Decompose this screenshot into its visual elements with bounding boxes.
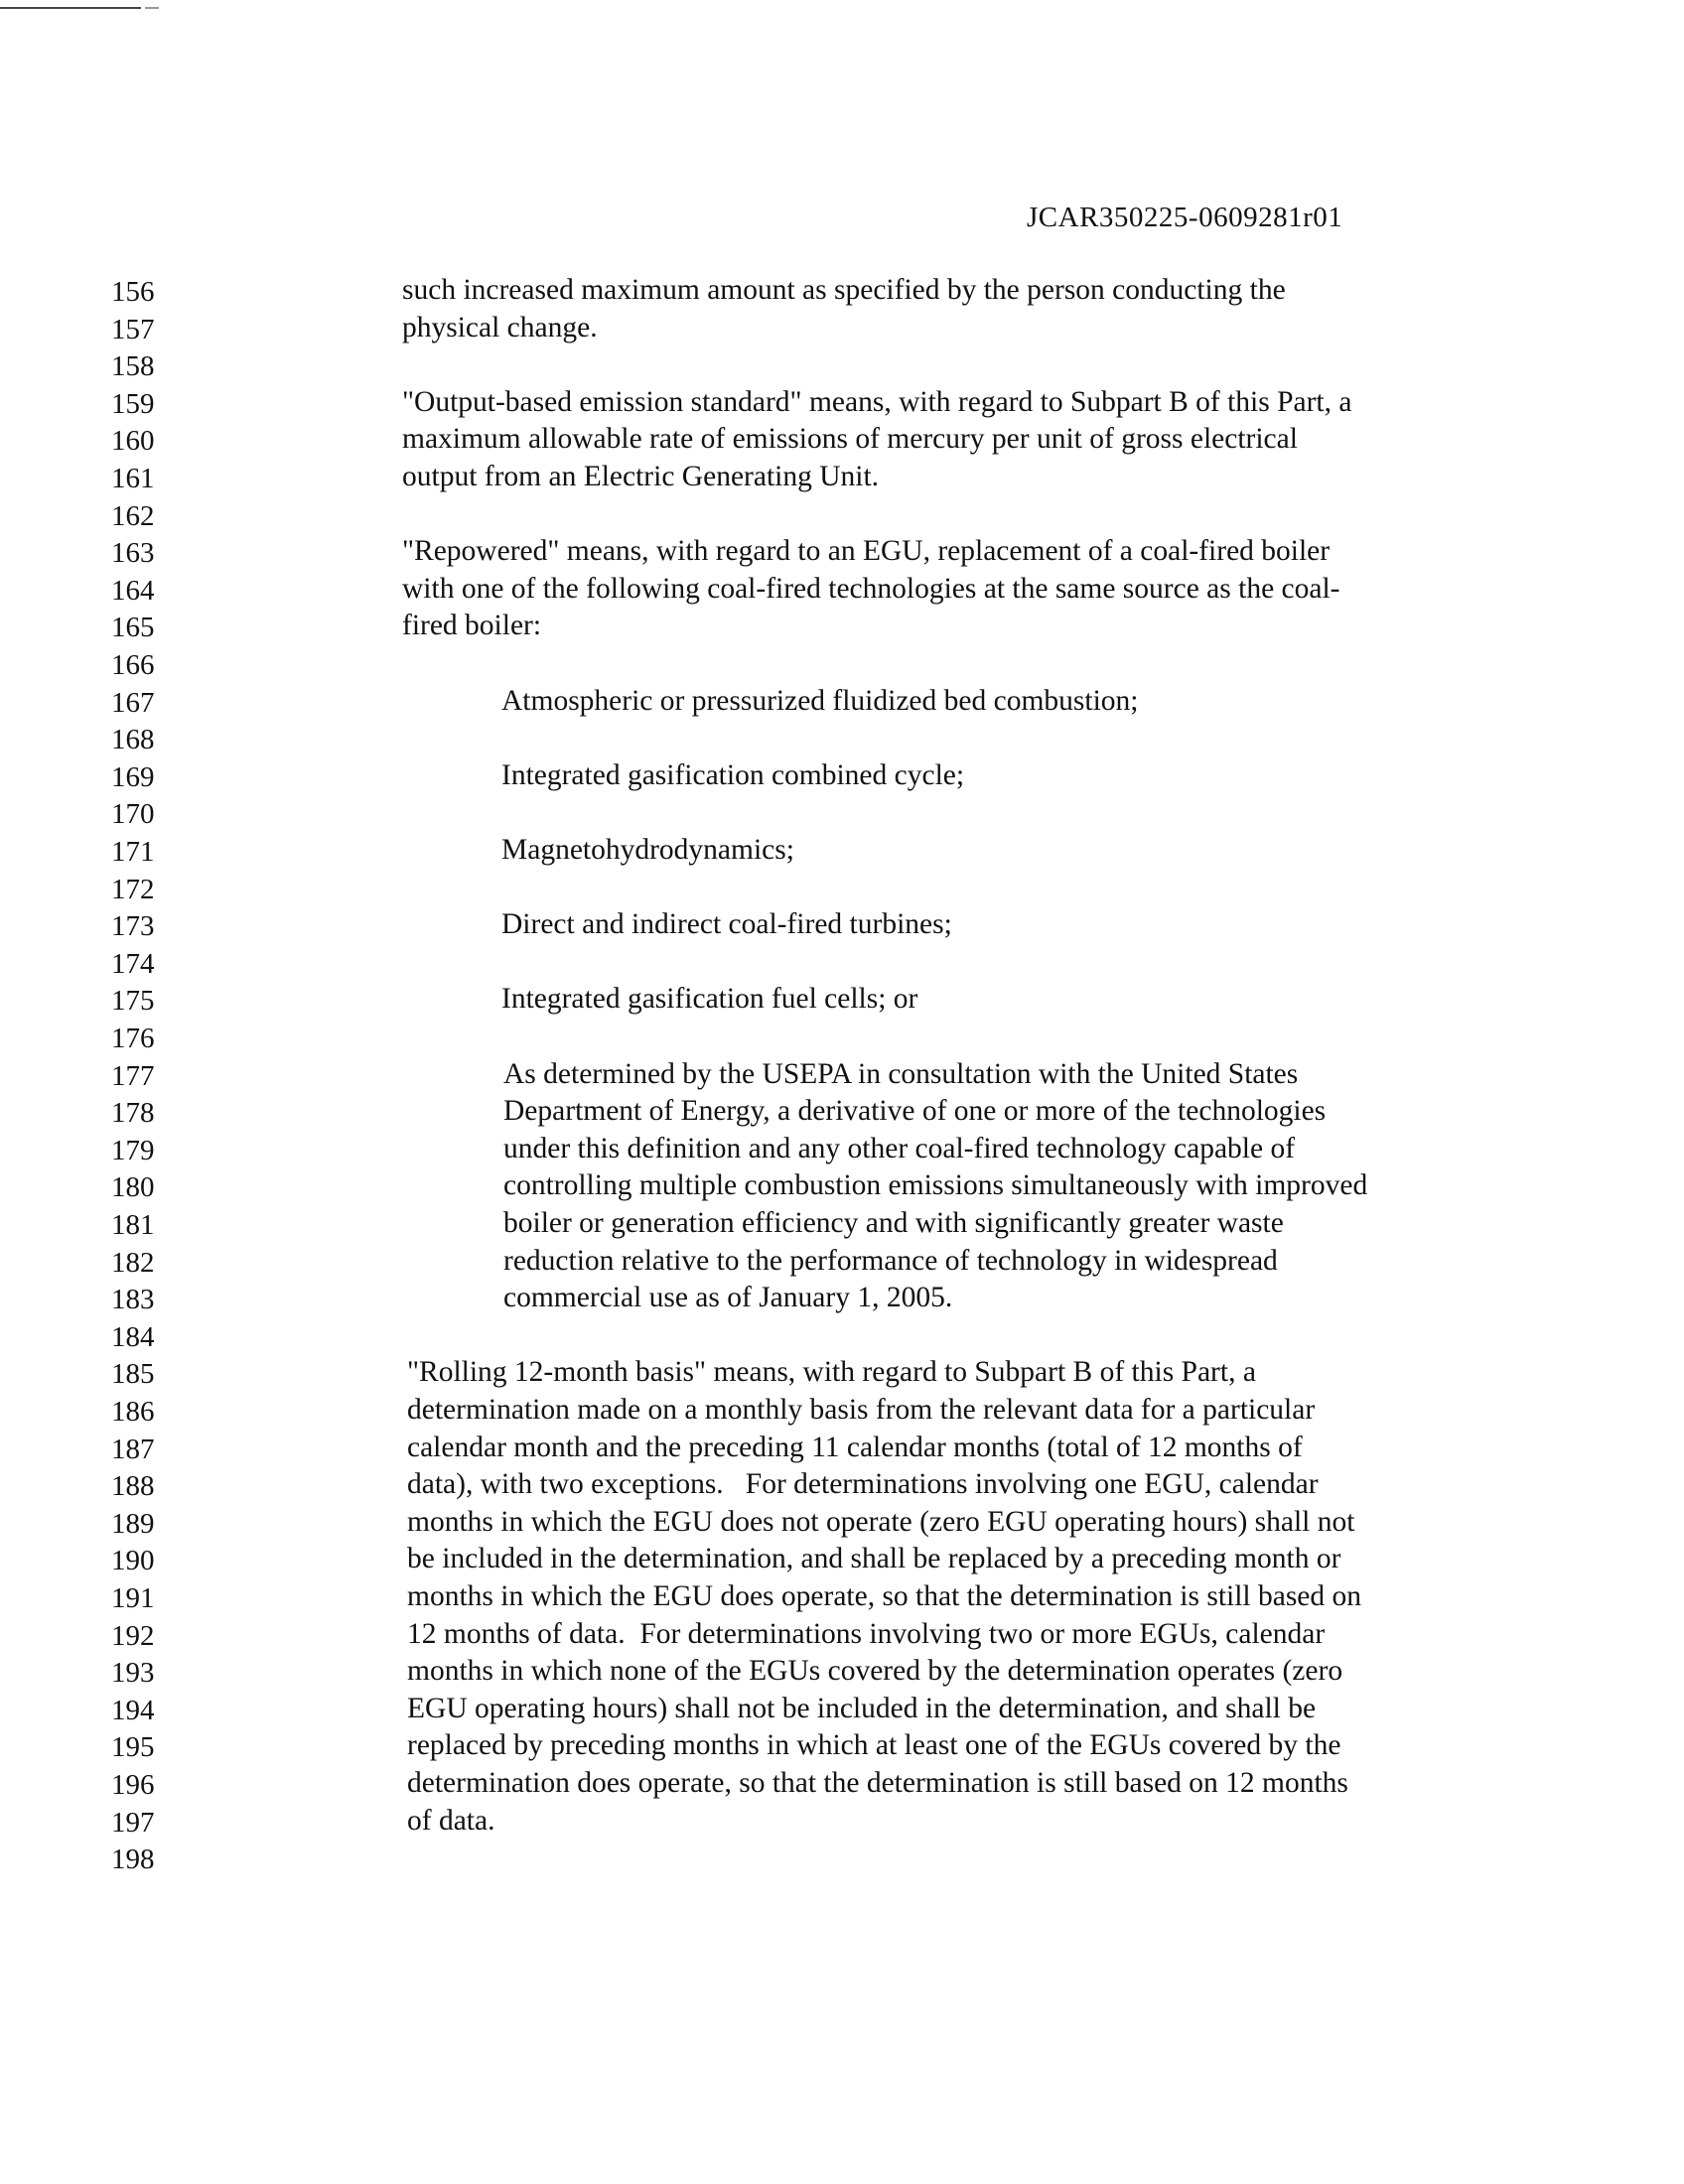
line-number: 196 bbox=[111, 1769, 155, 1801]
line-number: 184 bbox=[111, 1320, 155, 1353]
line-number: 168 bbox=[111, 724, 155, 756]
list-item-text: under this definition and any other coal-fired technology capable of bbox=[503, 1132, 1296, 1164]
list-item-text: Department of Energy, a derivative of one or more of the technologies bbox=[503, 1095, 1327, 1128]
line-number: 188 bbox=[111, 1470, 155, 1503]
definition-text: determination made on a monthly basis from the relevant data for a particular bbox=[407, 1394, 1316, 1426]
definition-text: output from an Electric Generating Unit. bbox=[402, 461, 880, 492]
definition-text: EGU operating hours) shall not be included in the determination, and shall be bbox=[407, 1692, 1317, 1724]
definition-text: be included in the determination, and shall be replaced by a preceding month or bbox=[407, 1543, 1341, 1575]
line-number: 171 bbox=[111, 836, 155, 868]
line-number: 181 bbox=[111, 1209, 155, 1241]
line-number: 178 bbox=[111, 1097, 155, 1130]
list-item: Integrated gasification combined cycle; bbox=[501, 758, 965, 791]
definition-text: "Rolling 12-month basis" means, with regard to Subpart B of this Part, a bbox=[407, 1356, 1256, 1389]
line-number: 160 bbox=[111, 425, 155, 458]
line-number: 173 bbox=[111, 910, 155, 943]
list-item: Integrated gasification fuel cells; or bbox=[501, 983, 918, 1016]
list-item: Magnetohydrodynamics; bbox=[501, 834, 794, 866]
definition-text: maximum allowable rate of emissions of mercury per unit of gross electrical bbox=[402, 423, 1298, 456]
definition-text: months in which the EGU does not operate (zero EGU operating hours) shall not bbox=[407, 1505, 1355, 1538]
line-number: 187 bbox=[111, 1433, 155, 1465]
line-number: 176 bbox=[111, 1023, 155, 1054]
line-number: 195 bbox=[111, 1731, 155, 1764]
line-number: 186 bbox=[111, 1396, 155, 1428]
list-item: Direct and indirect coal-fired turbines; bbox=[501, 908, 952, 941]
line-number: 189 bbox=[111, 1507, 155, 1540]
line-number: 156 bbox=[111, 276, 155, 308]
line-number: 177 bbox=[111, 1059, 155, 1092]
line-number: 158 bbox=[111, 350, 155, 383]
line-number: 192 bbox=[111, 1619, 155, 1652]
line-number: 157 bbox=[111, 313, 155, 345]
definition-text: of data. bbox=[407, 1804, 495, 1837]
definition-text: fired boiler: bbox=[402, 610, 542, 642]
line-number: 190 bbox=[111, 1545, 155, 1577]
list-item-text: reduction relative to the performance of technology in widespread bbox=[503, 1244, 1278, 1277]
line-number: 175 bbox=[111, 985, 155, 1018]
definition-text: replaced by preceding months in which at least one of the EGUs covered by the bbox=[407, 1729, 1341, 1762]
line-number: 169 bbox=[111, 760, 155, 793]
line-number: 162 bbox=[111, 499, 155, 532]
line-number: 180 bbox=[111, 1171, 155, 1204]
corner-tick bbox=[145, 7, 159, 9]
line-number: 164 bbox=[111, 574, 155, 607]
line-number: 172 bbox=[111, 873, 155, 905]
line-number: 159 bbox=[111, 387, 155, 420]
line-number: 191 bbox=[111, 1582, 155, 1614]
line-number: 194 bbox=[111, 1694, 155, 1726]
definition-text: determination does operate, so that the determination is still based on 12 months bbox=[407, 1767, 1348, 1799]
definition-text: months in which the EGU does operate, so that the determination is still based on bbox=[407, 1580, 1362, 1612]
definition-text: calendar month and the preceding 11 calendar months (total of 12 months of bbox=[407, 1431, 1303, 1463]
line-number: 185 bbox=[111, 1358, 155, 1391]
para-text: such increased maximum amount as specified by the person conducting the bbox=[402, 274, 1286, 306]
line-number: 198 bbox=[111, 1843, 155, 1876]
definition-text: with one of the following coal-fired technologies at the same source as the coal- bbox=[402, 572, 1340, 605]
definition-text: 12 months of data. For determinations involving two or more EGUs, calendar bbox=[407, 1617, 1326, 1650]
line-number: 163 bbox=[111, 537, 155, 570]
line-number: 197 bbox=[111, 1806, 155, 1839]
list-item-text: controlling multiple combustion emissions simultaneously with improved bbox=[503, 1169, 1368, 1202]
line-number: 193 bbox=[111, 1657, 155, 1690]
line-number: 170 bbox=[111, 798, 155, 831]
list-item-text: commercial use as of January 1, 2005. bbox=[503, 1282, 953, 1314]
line-number: 166 bbox=[111, 649, 155, 681]
line-number: 182 bbox=[111, 1246, 155, 1279]
line-number: 161 bbox=[111, 463, 155, 494]
line-number: 179 bbox=[111, 1134, 155, 1166]
definition-text: months in which none of the EGUs covered by the determination operates (zero bbox=[407, 1655, 1343, 1688]
definition-text: data), with two exceptions. For determinations involving one EGU, calendar bbox=[407, 1468, 1319, 1501]
list-item-text: As determined by the USEPA in consultation with the United States bbox=[503, 1057, 1299, 1090]
document-id: JCAR350225-0609281r01 bbox=[1027, 202, 1343, 233]
definition-text: "Repowered" means, with regard to an EGU, replacement of a coal-fired boiler bbox=[402, 535, 1331, 568]
definition-text: "Output-based emission standard" means, with regard to Subpart B of this Part, a bbox=[402, 385, 1352, 418]
corner-rule bbox=[0, 7, 141, 9]
line-number: 174 bbox=[111, 947, 155, 980]
line-number: 165 bbox=[111, 612, 155, 644]
para-text: physical change. bbox=[402, 311, 598, 343]
list-item-text: boiler or generation efficiency and with significantly greater waste bbox=[503, 1207, 1284, 1239]
line-number: 183 bbox=[111, 1284, 155, 1316]
line-number: 167 bbox=[111, 686, 155, 719]
list-item: Atmospheric or pressurized fluidized bed combustion; bbox=[501, 684, 1139, 717]
